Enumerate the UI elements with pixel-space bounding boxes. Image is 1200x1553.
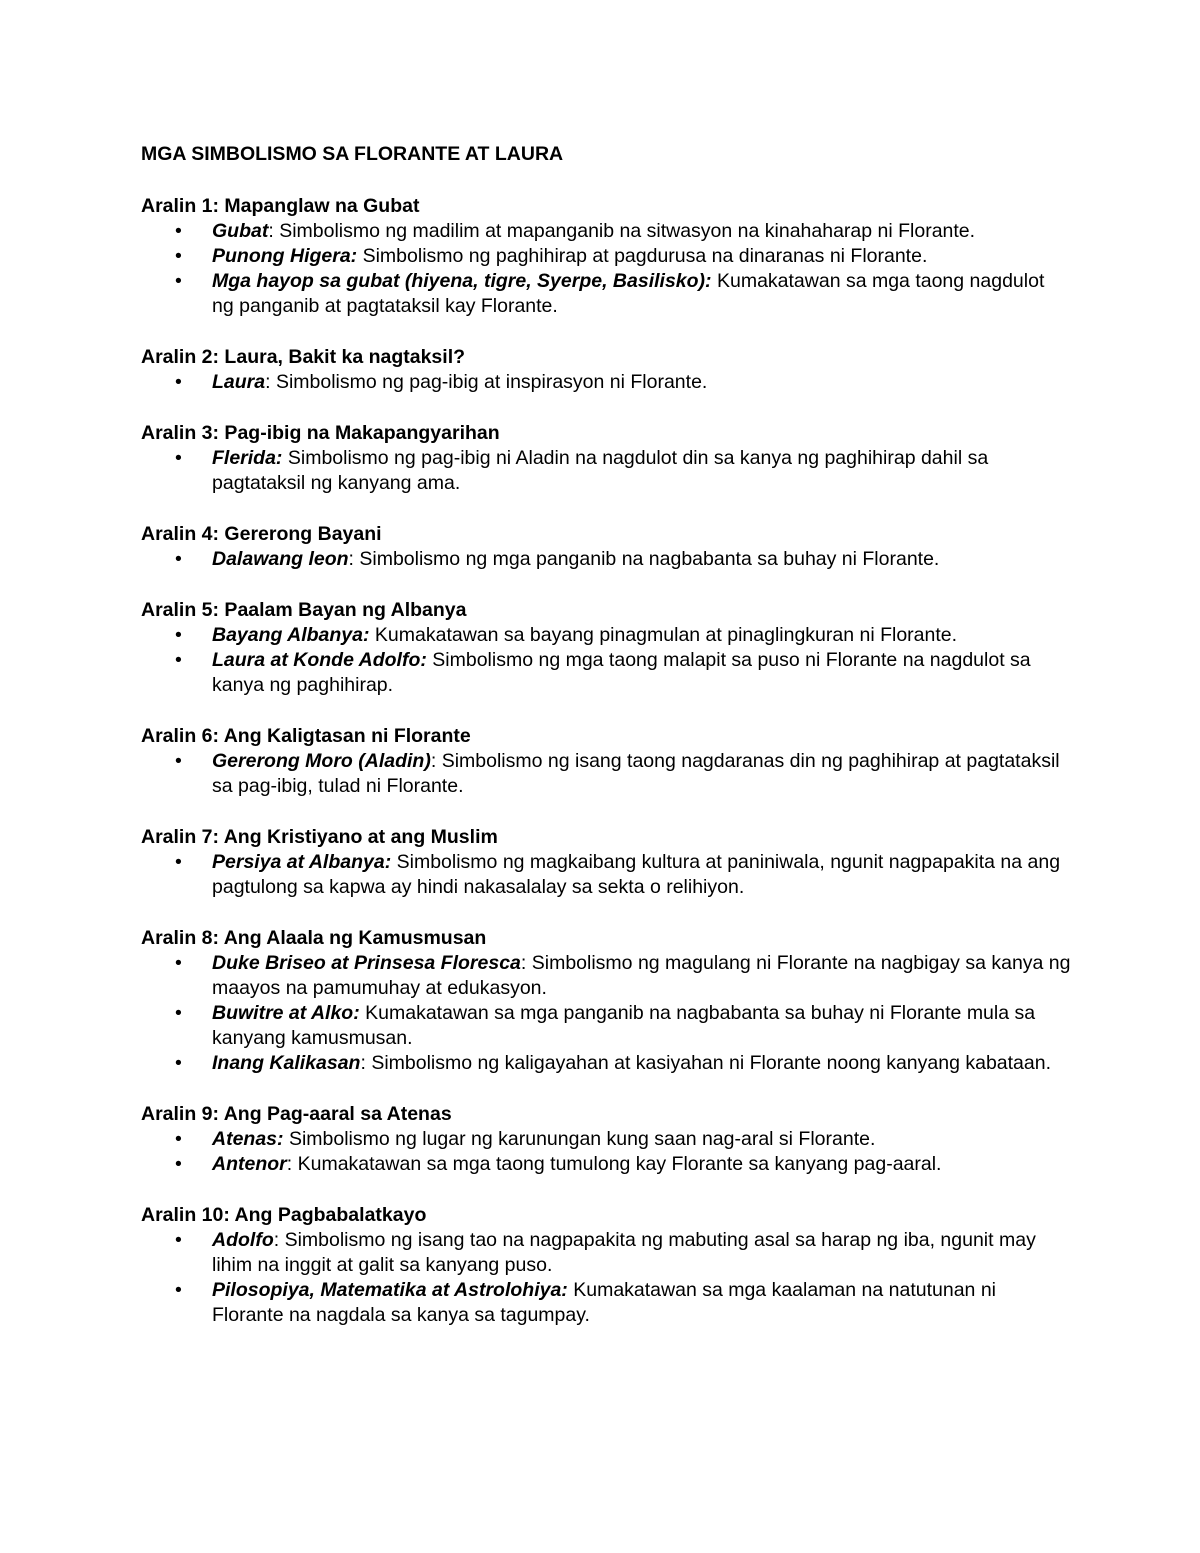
list-item	[141, 623, 1071, 648]
bullet-icon: •	[175, 1052, 182, 1074]
list-item	[141, 547, 1071, 572]
bullet-icon: •	[175, 1153, 182, 1175]
symbol-description: Simbolismo ng isang tao na nagpapakita ng mabuting asal sa harap ng iba, ngunit may lihim na inggit at galit sa kanyang puso.	[212, 1229, 1036, 1276]
symbol-term: Bayang Albanya:	[212, 624, 370, 646]
document-title: MGA SIMBOLISMO SA FLORANTE AT LAURA	[141, 143, 564, 165]
lesson-section	[141, 926, 1071, 1076]
bullet-icon: •	[175, 1002, 182, 1024]
list-item	[141, 951, 1071, 1001]
section-heading: Aralin 5: Paalam Bayan ng Albanya	[141, 599, 467, 621]
symbol-description: Kumakatawan sa mga panganib na nagbabanta sa buhay ni Florante mula sa kanyang kamusmusan.	[212, 1002, 1036, 1049]
list-item	[141, 850, 1071, 900]
lesson-section	[141, 598, 1071, 698]
symbol-list	[141, 749, 1071, 799]
bullet-icon: •	[175, 245, 182, 267]
term-separator: :	[430, 750, 442, 772]
symbol-description: Simbolismo ng pag-ibig at inspirasyon ni Florante.	[275, 371, 708, 393]
symbol-list	[141, 1127, 1071, 1177]
bullet-icon: •	[175, 1229, 182, 1251]
bullet-icon: •	[175, 851, 182, 873]
symbol-description: Simbolismo ng madilim at mapanganib na sitwasyon na kinahaharap ni Florante.	[279, 220, 976, 242]
bullet-icon: •	[175, 447, 182, 469]
list-item	[141, 1278, 1071, 1328]
symbol-term: Laura	[212, 371, 266, 393]
section-heading: Aralin 9: Ang Pag-aaral sa Atenas	[141, 1103, 452, 1125]
symbol-term: Dalawang leon	[212, 548, 349, 570]
lesson-section	[141, 522, 1071, 572]
list-item	[141, 1127, 1071, 1152]
list-item	[141, 446, 1071, 496]
symbol-description: Simbolismo ng isang taong nagdaranas din ng paghihirap at pagtataksil sa pag-ibig, tulad ni Florante.	[212, 750, 1060, 797]
symbol-term: Adolfo	[212, 1229, 274, 1251]
symbol-list	[141, 370, 1071, 395]
symbol-term: Pilosopiya, Matematika at Astrolohiya:	[212, 1279, 568, 1301]
symbol-description: Simbolismo ng magulang ni Florante na nagbigay sa kanya ng maayos na pamumuhay at edukasyon.	[212, 952, 1071, 999]
bullet-icon: •	[175, 371, 182, 393]
symbol-description: Kumakatawan sa mga kaalaman na natutunan ni Florante na nagdala sa kanya sa tagumpay.	[212, 1279, 996, 1326]
lesson-section	[141, 345, 1071, 395]
symbol-list	[141, 623, 1071, 698]
symbol-term: Mga hayop sa gubat (hiyena, tigre, Syerpe, Basilisko):	[212, 270, 712, 292]
lesson-section	[141, 194, 1071, 319]
term-separator: :	[286, 1153, 298, 1175]
section-heading: Aralin 4: Gererong Bayani	[141, 523, 382, 545]
bullet-icon: •	[175, 220, 182, 242]
section-heading: Aralin 7: Ang Kristiyano at ang Muslim	[141, 826, 498, 848]
symbol-description: Simbolismo ng kaligayahan at kasiyahan ni Florante noong kanyang kabataan.	[371, 1052, 1052, 1074]
bullet-icon: •	[175, 548, 182, 570]
bullet-icon: •	[175, 952, 182, 974]
bullet-icon: •	[175, 624, 182, 646]
section-heading: Aralin 8: Ang Alaala ng Kamusmusan	[141, 927, 487, 949]
symbol-description: Simbolismo ng mga panganib na nagbabanta sa buhay ni Florante.	[359, 548, 940, 570]
symbol-description: Simbolismo ng lugar ng karunungan kung saan nag-aral si Florante.	[288, 1128, 876, 1150]
bullet-icon: •	[175, 649, 182, 671]
list-item	[141, 1001, 1071, 1051]
lesson-section	[141, 825, 1071, 900]
list-item	[141, 244, 1071, 269]
lesson-section	[141, 724, 1071, 799]
term-separator: :	[265, 371, 276, 393]
term-separator: :	[520, 952, 532, 974]
symbol-term: Duke Briseo at Prinsesa Floresca	[212, 952, 521, 974]
symbol-list	[141, 850, 1071, 900]
symbol-list	[141, 1228, 1071, 1328]
symbol-list	[141, 219, 1071, 319]
symbol-list	[141, 547, 1071, 572]
symbol-term: Gererong Moro (Aladin)	[212, 750, 431, 772]
bullet-icon: •	[175, 1128, 182, 1150]
symbol-term: Laura at Konde Adolfo:	[212, 649, 427, 671]
list-item	[141, 1152, 1071, 1177]
symbol-term: Punong Higera:	[212, 245, 358, 267]
term-separator: :	[268, 220, 280, 242]
symbol-description: Simbolismo ng magkaibang kultura at paniniwala, ngunit nagpapakita na ang pagtulong sa kapwa ay hindi nakasalalay sa sekta o relihiyon.	[212, 851, 1061, 898]
document-page	[141, 142, 1071, 1354]
symbol-term: Gubat	[212, 220, 269, 242]
list-item	[141, 219, 1071, 244]
symbol-description: Kumakatawan sa mga taong tumulong kay Florante sa kanyang pag-aaral.	[297, 1153, 942, 1175]
section-heading: Aralin 10: Ang Pagbabalatkayo	[141, 1204, 427, 1226]
list-item	[141, 749, 1071, 799]
symbol-term: Atenas:	[212, 1128, 284, 1150]
section-heading: Aralin 1: Mapanglaw na Gubat	[141, 195, 420, 217]
list-item	[141, 370, 1071, 395]
bullet-icon: •	[175, 270, 182, 292]
symbol-list	[141, 446, 1071, 496]
term-separator: :	[360, 1052, 372, 1074]
sections-container	[141, 194, 1071, 1328]
list-item	[141, 1051, 1071, 1076]
symbol-term: Flerida:	[212, 447, 283, 469]
list-item	[141, 1228, 1071, 1278]
section-heading: Aralin 6: Ang Kaligtasan ni Florante	[141, 725, 471, 747]
term-separator: :	[348, 548, 360, 570]
symbol-description: Simbolismo ng paghihirap at pagdurusa na dinaranas ni Florante.	[362, 245, 928, 267]
section-heading: Aralin 3: Pag-ibig na Makapangyarihan	[141, 422, 500, 444]
symbol-term: Inang Kalikasan	[212, 1052, 361, 1074]
symbol-description: Kumakatawan sa bayang pinagmulan at pinaglingkuran ni Florante.	[374, 624, 958, 646]
symbol-description: Simbolismo ng pag-ibig ni Aladin na nagdulot din sa kanya ng paghihirap dahil sa pagtataksil ng kanyang ama.	[212, 447, 989, 494]
symbol-term: Persiya at Albanya:	[212, 851, 392, 873]
list-item	[141, 648, 1071, 698]
lesson-section	[141, 421, 1071, 496]
term-separator: :	[273, 1229, 285, 1251]
lesson-section	[141, 1102, 1071, 1177]
bullet-icon: •	[175, 1279, 182, 1301]
section-heading: Aralin 2: Laura, Bakit ka nagtaksil?	[141, 346, 466, 368]
symbol-term: Antenor	[212, 1153, 287, 1175]
symbol-description: Kumakatawan sa mga taong nagdulot ng panganib at pagtataksil kay Florante.	[212, 270, 1045, 317]
symbol-list	[141, 951, 1071, 1076]
lesson-section	[141, 1203, 1071, 1328]
symbol-description: Simbolismo ng mga taong malapit sa puso ni Florante na nagdulot sa kanya ng paghihirap.	[212, 649, 1031, 696]
bullet-icon: •	[175, 750, 182, 772]
symbol-term: Buwitre at Alko:	[212, 1002, 360, 1024]
list-item	[141, 269, 1071, 319]
